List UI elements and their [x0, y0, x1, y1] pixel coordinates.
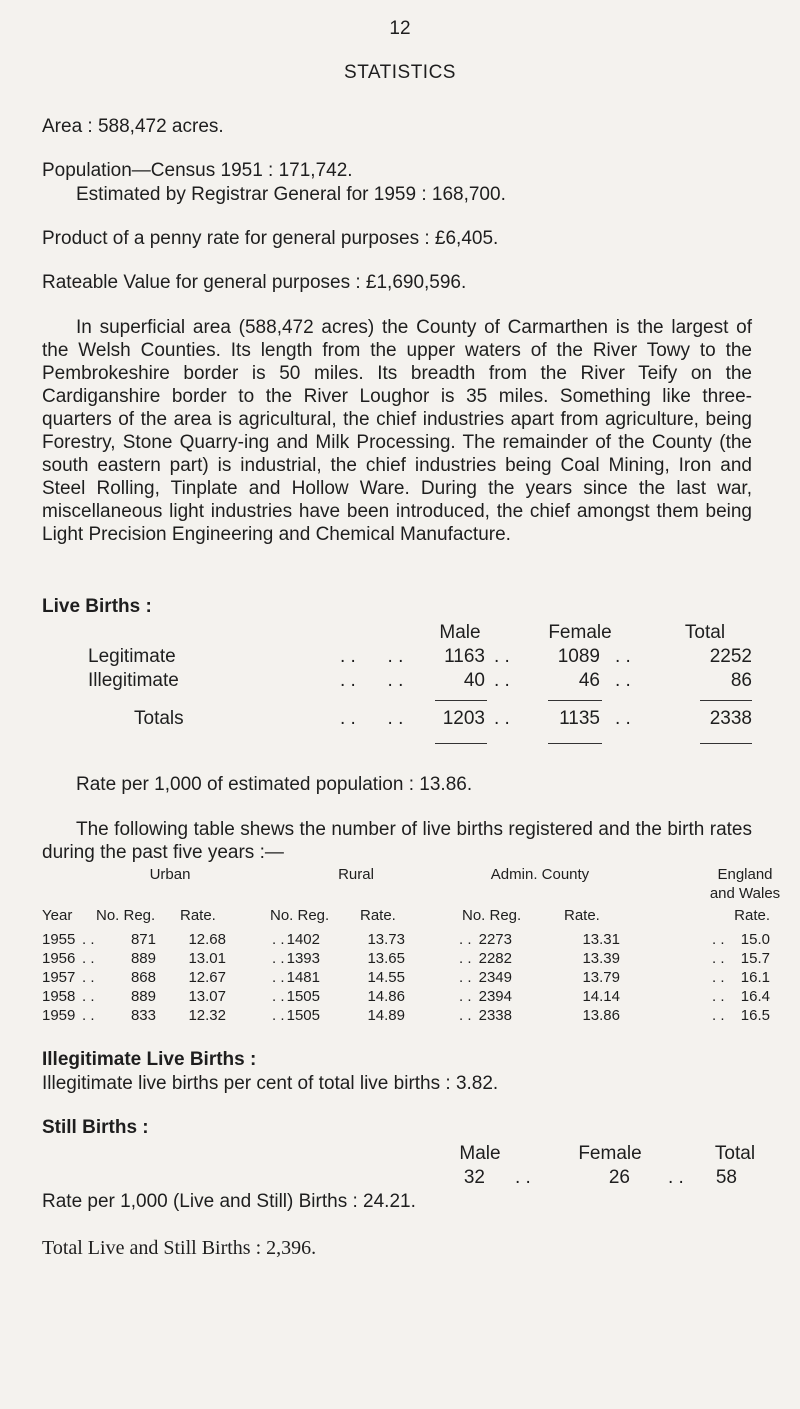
- illegitimate-section-title: Illegitimate Live Births :: [42, 1049, 257, 1070]
- cell-r-no: 1505: [286, 988, 320, 1005]
- still-female: 26: [608, 1167, 630, 1188]
- leader-dots: . .: [272, 988, 285, 1005]
- col-group-admin: Admin. County: [490, 866, 590, 883]
- cell-r-no: 1481: [286, 969, 320, 986]
- cell-r-rate: 14.55: [367, 969, 405, 986]
- leader-dots: . .: [459, 1007, 472, 1024]
- area-line: Area : 588,472 acres.: [42, 116, 224, 137]
- leader-dots: . .: [515, 1167, 531, 1188]
- divider: [700, 700, 752, 701]
- total-live-still: Total Live and Still Births : 2,396.: [42, 1237, 317, 1259]
- still-header-total: Total: [714, 1143, 756, 1164]
- leader-dots: . .: [272, 950, 285, 967]
- leader-dots: . .: [82, 931, 95, 948]
- cell-r-rate: 14.86: [367, 988, 405, 1005]
- cell-r-no: 1505: [286, 1007, 320, 1024]
- rateable-value-line: Rateable Value for general purposes : £1,690,596.: [42, 272, 467, 293]
- still-header-male: Male: [459, 1143, 501, 1164]
- five-year-intro: The following table shews the number of live births registered and the birth rates during the past five years :—: [42, 819, 752, 863]
- illegitimate-female: 46: [578, 670, 600, 691]
- leader-dots: . .: [615, 646, 631, 667]
- still-rate: Rate per 1,000 (Live and Still) Births : 24.21.: [42, 1191, 416, 1212]
- estimated-line: Estimated by Registrar General for 1959 : 168,700.: [76, 184, 506, 205]
- col-group-wales: and Wales: [709, 885, 781, 902]
- divider: [548, 700, 602, 701]
- divider: [435, 743, 487, 744]
- cell-u-no: 868: [130, 969, 156, 986]
- population-line: Population—Census 1951 : 171,742.: [42, 160, 353, 181]
- still-male: 32: [463, 1167, 485, 1188]
- cell-ew: 15.0: [740, 931, 770, 948]
- live-births-rate: Rate per 1,000 of estimated population : 13.86.: [76, 774, 473, 795]
- cell-year: 1957: [42, 969, 76, 986]
- legitimate-female: 1089: [557, 646, 600, 667]
- cell-a-rate: 13.86: [582, 1007, 620, 1024]
- cell-a-no: 2282: [478, 950, 512, 967]
- cell-u-rate: 12.67: [188, 969, 226, 986]
- totals-male: 1203: [442, 708, 485, 729]
- leader-dots: . .: [494, 670, 510, 691]
- leader-dots: . . . .: [340, 670, 404, 691]
- cell-a-rate: 13.79: [582, 969, 620, 986]
- totals-female: 1135: [559, 708, 600, 729]
- page-heading: STATISTICS: [344, 62, 456, 83]
- cell-u-no: 889: [130, 988, 156, 1005]
- col-group-england: England: [717, 866, 773, 883]
- penny-rate-line: Product of a penny rate for general purposes : £6,405.: [42, 228, 499, 249]
- cell-a-rate: 14.14: [582, 988, 620, 1005]
- cell-a-no: 2394: [478, 988, 512, 1005]
- cell-ew: 15.7: [740, 950, 770, 967]
- col-rural-rate: Rate.: [360, 907, 396, 924]
- cell-a-rate: 13.31: [582, 931, 620, 948]
- leader-dots: . .: [712, 950, 725, 967]
- cell-r-no: 1402: [286, 931, 320, 948]
- leader-dots: . .: [712, 931, 725, 948]
- col-group-urban: Urban: [149, 866, 191, 883]
- totals-label: Totals: [134, 708, 184, 729]
- leader-dots: . . . .: [340, 708, 404, 729]
- divider: [548, 743, 602, 744]
- leader-dots: . .: [668, 1167, 684, 1188]
- col-group-rural: Rural: [338, 866, 374, 883]
- leader-dots: . .: [494, 708, 510, 729]
- live-births-header-male: Male: [439, 622, 481, 643]
- illegitimate-label: Illegitimate: [88, 670, 179, 691]
- leader-dots: . . . .: [340, 646, 404, 667]
- totals-total: 2338: [709, 708, 752, 729]
- leader-dots: . .: [82, 950, 95, 967]
- live-births-header-total: Total: [684, 622, 726, 643]
- description-paragraph: In superficial area (588,472 acres) the County of Carmarthen is the largest of the Welsh Counties. Its length from the upper waters of the River Towy to the Pembrokeshire border is 50 miles. Its breadth from the River Teify on the Cardiganshire border to the River Loughor is 35 miles. Something like three-quarters of the area is agricultural, the chief industries apart from agriculture, being Forestry, Stone Quarry-ing and Milk Processing. The remainder of the County (the south eastern part) is industrial, the chief industries being Coal Mining, Iron and Steel Rolling, Tinplate and Hollow Ware. During the years since the last war, miscellaneous light industries have been introduced, the chief amongst them being Light Precision Engineering and Chemical Manufacture.: [42, 317, 752, 545]
- leader-dots: . .: [82, 1007, 95, 1024]
- legitimate-total: 2252: [709, 646, 752, 667]
- cell-year: 1959: [42, 1007, 76, 1024]
- col-admin-no: No. Reg.: [462, 907, 522, 924]
- live-births-title: Live Births :: [42, 596, 152, 617]
- still-total: 58: [715, 1167, 737, 1188]
- cell-a-rate: 13.39: [582, 950, 620, 967]
- page-number: 12: [389, 18, 411, 39]
- leader-dots: . .: [459, 931, 472, 948]
- cell-year: 1955: [42, 931, 76, 948]
- cell-a-no: 2338: [478, 1007, 512, 1024]
- leader-dots: . .: [712, 969, 725, 986]
- still-header-female: Female: [578, 1143, 642, 1164]
- leader-dots: . .: [272, 969, 285, 986]
- legitimate-male: 1163: [444, 646, 485, 667]
- leader-dots: . .: [494, 646, 510, 667]
- cell-u-no: 871: [130, 931, 156, 948]
- illegitimate-percent: Illegitimate live births per cent of total live births : 3.82.: [42, 1073, 499, 1094]
- live-births-header-female: Female: [548, 622, 612, 643]
- col-urban-no: No. Reg.: [96, 907, 156, 924]
- cell-r-rate: 13.65: [367, 950, 405, 967]
- cell-ew: 16.5: [740, 1007, 770, 1024]
- cell-r-rate: 14.89: [367, 1007, 405, 1024]
- still-births-title: Still Births :: [42, 1117, 149, 1138]
- leader-dots: . .: [82, 988, 95, 1005]
- cell-u-rate: 12.32: [188, 1007, 226, 1024]
- cell-r-rate: 13.73: [367, 931, 405, 948]
- leader-dots: . .: [459, 969, 472, 986]
- col-admin-rate: Rate.: [564, 907, 600, 924]
- cell-year: 1956: [42, 950, 76, 967]
- cell-u-rate: 13.01: [188, 950, 226, 967]
- col-ew-rate: Rate.: [734, 907, 770, 924]
- cell-ew: 16.1: [740, 969, 770, 986]
- leader-dots: . .: [82, 969, 95, 986]
- cell-r-no: 1393: [286, 950, 320, 967]
- cell-a-no: 2349: [478, 969, 512, 986]
- leader-dots: . .: [459, 988, 472, 1005]
- cell-year: 1958: [42, 988, 76, 1005]
- col-urban-rate: Rate.: [180, 907, 216, 924]
- cell-u-rate: 12.68: [188, 931, 226, 948]
- leader-dots: . .: [615, 670, 631, 691]
- cell-u-rate: 13.07: [188, 988, 226, 1005]
- cell-a-no: 2273: [478, 931, 512, 948]
- leader-dots: . .: [712, 988, 725, 1005]
- legitimate-label: Legitimate: [88, 646, 176, 667]
- leader-dots: . .: [272, 931, 285, 948]
- illegitimate-total: 86: [730, 670, 752, 691]
- divider: [435, 700, 487, 701]
- leader-dots: . .: [712, 1007, 725, 1024]
- leader-dots: . .: [272, 1007, 285, 1024]
- col-year: Year: [42, 907, 73, 924]
- cell-u-no: 833: [130, 1007, 156, 1024]
- col-rural-no: No. Reg.: [270, 907, 330, 924]
- cell-u-no: 889: [130, 950, 156, 967]
- leader-dots: . .: [459, 950, 472, 967]
- divider: [700, 743, 752, 744]
- illegitimate-male: 40: [463, 670, 485, 691]
- leader-dots: . .: [615, 708, 631, 729]
- cell-ew: 16.4: [740, 988, 770, 1005]
